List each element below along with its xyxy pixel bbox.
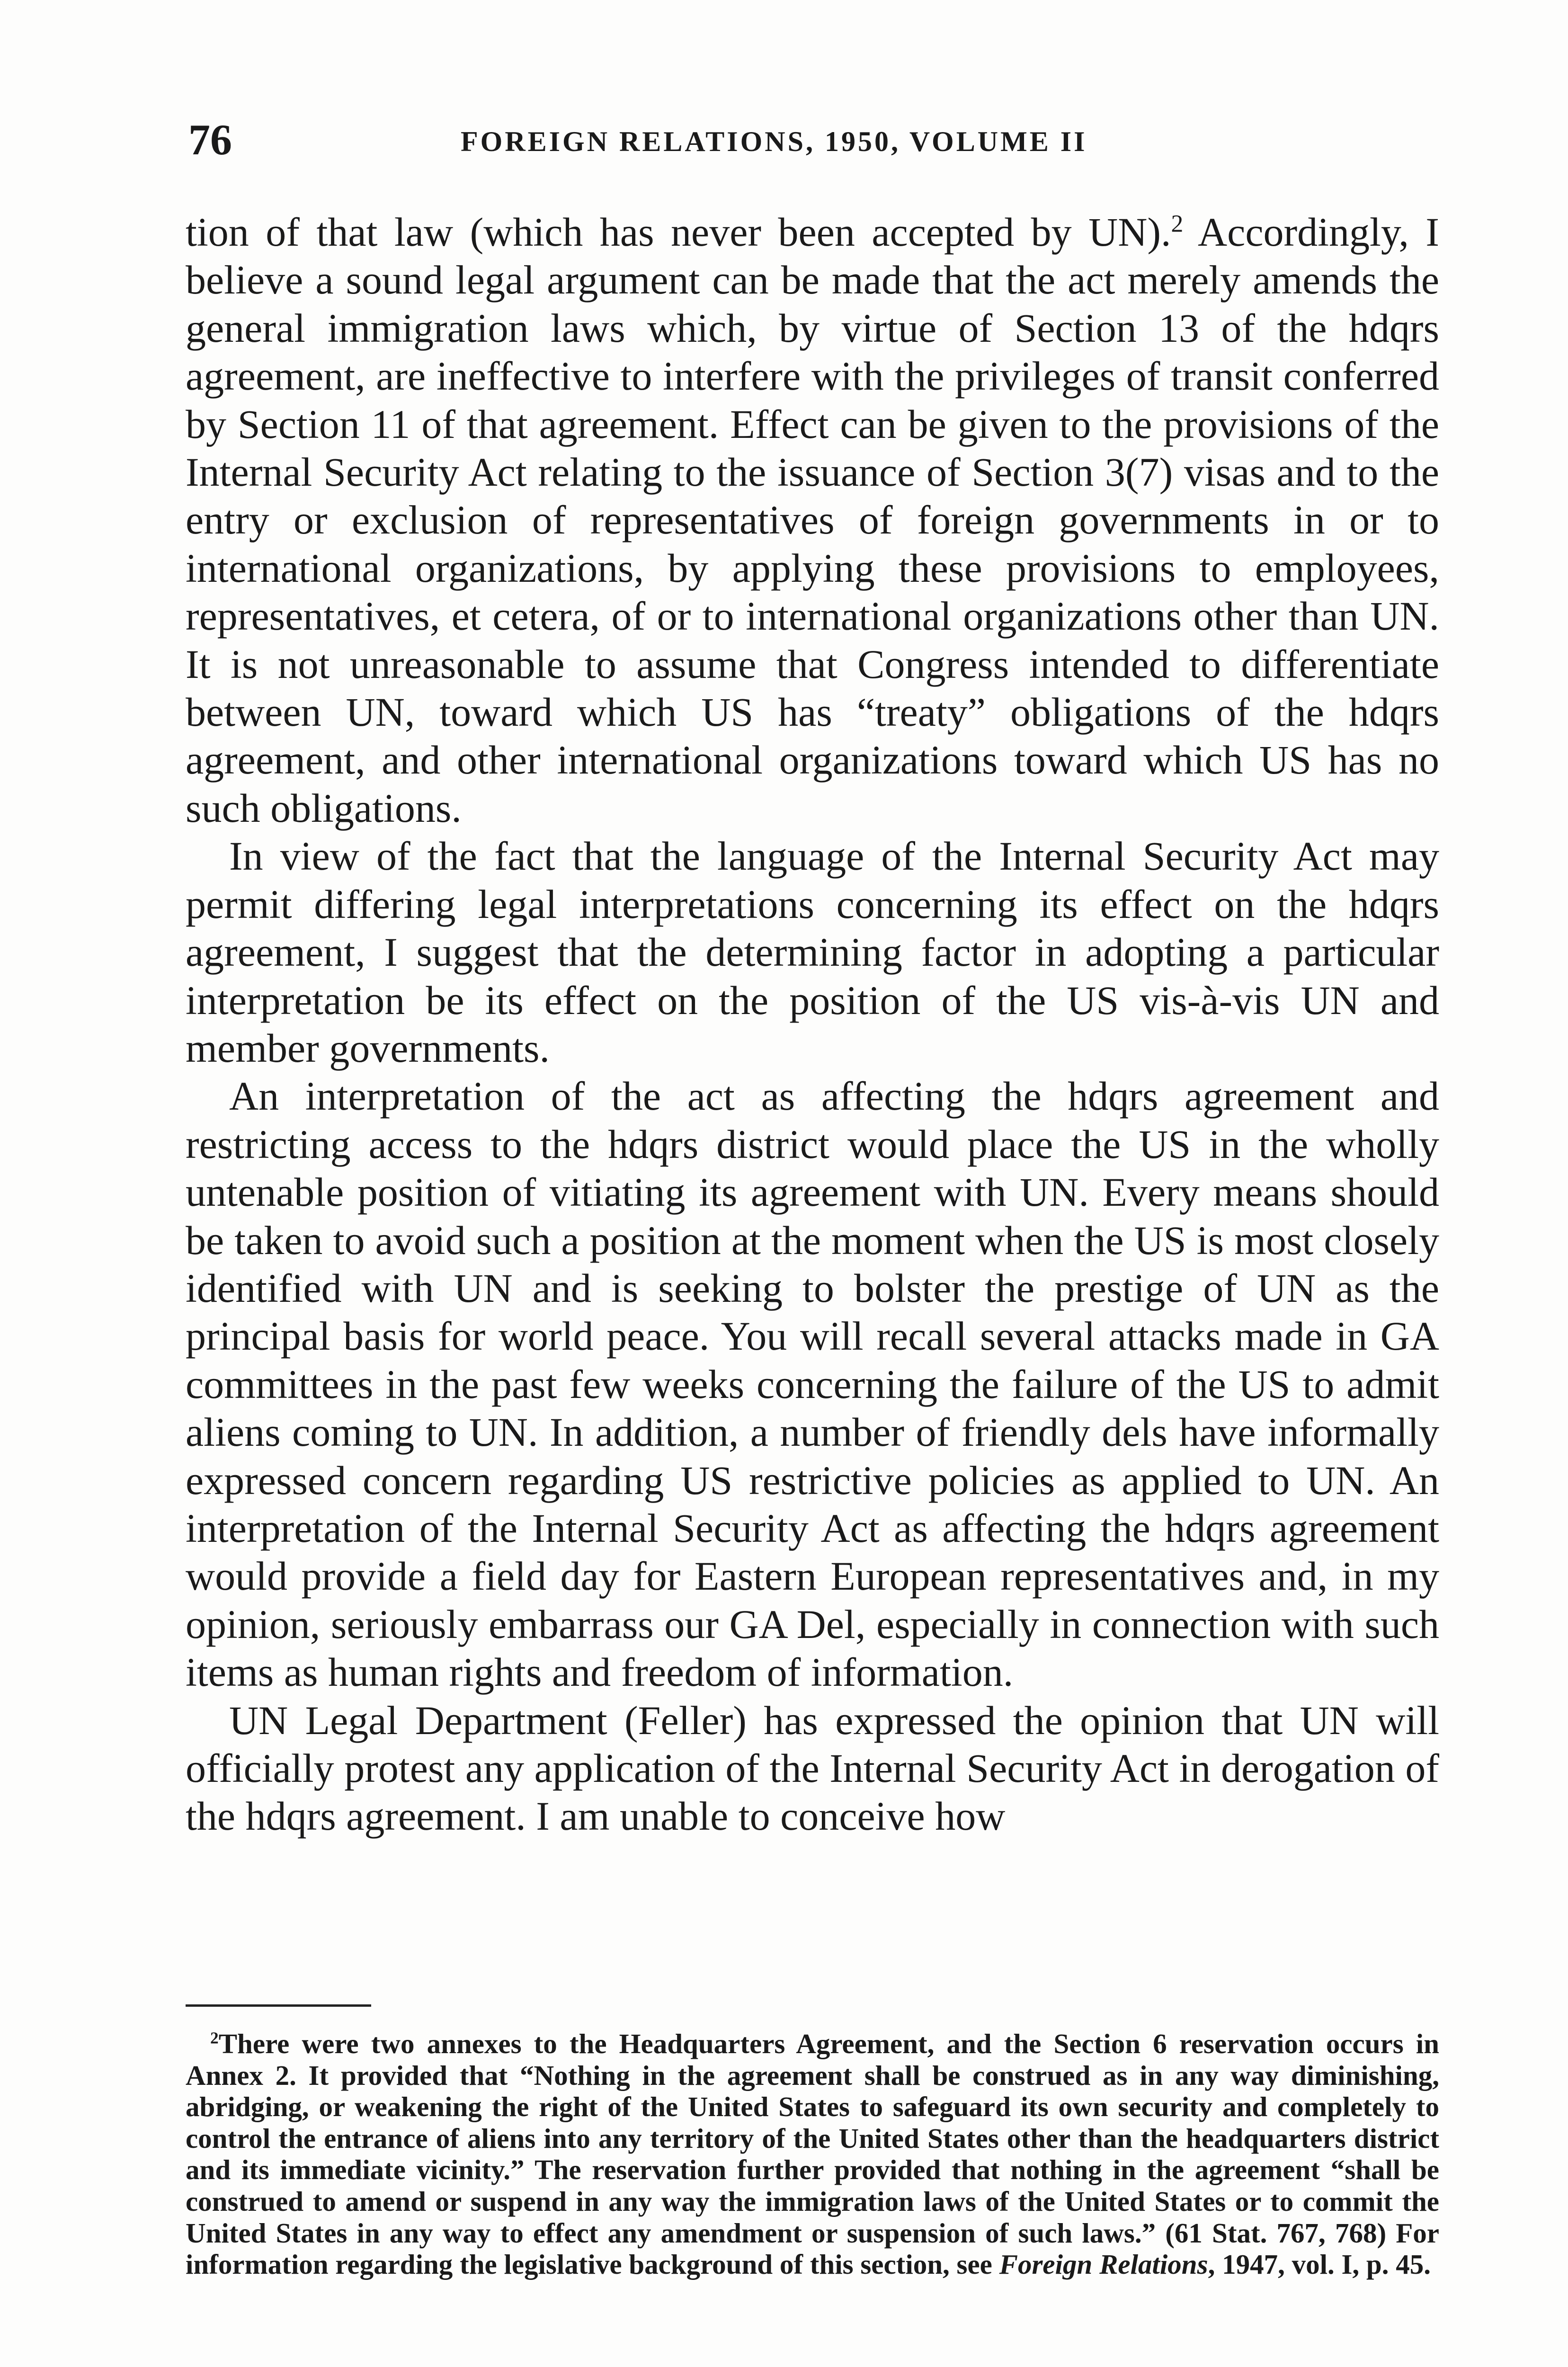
paragraph-1-text-b: Accordingly, I believe a sound legal argument can be made that the act merely amends the general immigration laws which, by virtue of Section 13 of the hdqrs agreement, are ineffective to interfere with the privileges of transit conferred by Section 11 of that agreement. Effect can be given to the provisions of the Internal Security Act relating to the issuance of Section 3(7) visas and to the entry or exclusion of representatives of foreign governments in or to international organizations, by applying these provisions to employees, representatives, et cetera, of or to international organizations other than UN. It is not unreasonable to assume that Congress intended to differentiate between UN, toward which US has “treaty” obligations of the hdqrs agreement, and other international organizations toward which US has no such obligations. xyxy=(186,209,1439,831)
footnote-paragraph xyxy=(186,2028,1439,2280)
footnote-text-a: There were two annexes to the Headquarters Agreement, and the Section 6 reservation occurs in Annex 2. It provided that “Nothing in the agreement shall be construed as in any way diminishing, abridging, or weakening the right of the United States to safeguard its own security and completely to control the entrance of aliens into any territory of the United States other than the headquarters district and its immediate vicinity.” The reservation further provided that nothing in the agreement “shall be construed to amend or suspend in any way the immigration laws of the United States or to commit the United States in any way to effect any amendment or suspension of such laws.” (61 Stat. 767, 768) For information regarding the legislative background of this section, see xyxy=(186,2028,1439,2280)
footnote-reference: 2 xyxy=(1171,210,1184,238)
paragraph-3: An interpretation of the act as affecting the hdqrs agreement and restricting access to the hdqrs district would place the US in the wholly untenable position of vitiating its agreement with UN. Every means should be taken to avoid such a position at the moment when the US is most closely identified with UN and is seeking to bolster the prestige of UN as the principal basis for world peace. You will recall several attacks made in GA committees in the past few weeks concerning the failure of the US to admit aliens coming to UN. In addition, a number of friendly dels have informally expressed concern regarding US restrictive policies as applied to UN. An interpretation of the Internal Security Act as affecting the hdqrs agreement would provide a field day for Eastern European representatives and, in my opinion, seriously embarrass our GA Del, especially in connection with such items as human rights and freedom of information. xyxy=(186,1073,1439,1695)
running-head: FOREIGN RELATIONS, 1950, VOLUME II xyxy=(461,126,1087,157)
body-text xyxy=(186,208,1439,1841)
page-number: 76 xyxy=(188,116,232,164)
footnote-divider xyxy=(186,2004,371,2007)
paragraph-1-text-a: tion of that law (which has never been accepted by UN). xyxy=(186,209,1171,255)
footnote-citation-title: Foreign Relations xyxy=(999,2249,1208,2280)
paragraph-1 xyxy=(186,208,1439,832)
footnote-marker: 2 xyxy=(210,2028,219,2047)
paragraph-4: UN Legal Department (Feller) has expressed the opinion that UN will officially protest any application of the Internal Security Act in derogation of the hdqrs agreement. I am unable to conceive how xyxy=(186,1697,1439,1839)
footnote-text-b: , 1947, vol. I, p. 45. xyxy=(1208,2249,1431,2280)
page-header xyxy=(188,114,1439,166)
footnote xyxy=(186,2028,1439,2280)
paragraph-2: In view of the fact that the language of the Internal Security Act may permit differing legal interpretations concerning its effect on the hdqrs agreement, I suggest that the determining factor in adopting a particular interpretation be its effect on the position of the US vis-à-vis UN and member governments. xyxy=(186,833,1439,1071)
